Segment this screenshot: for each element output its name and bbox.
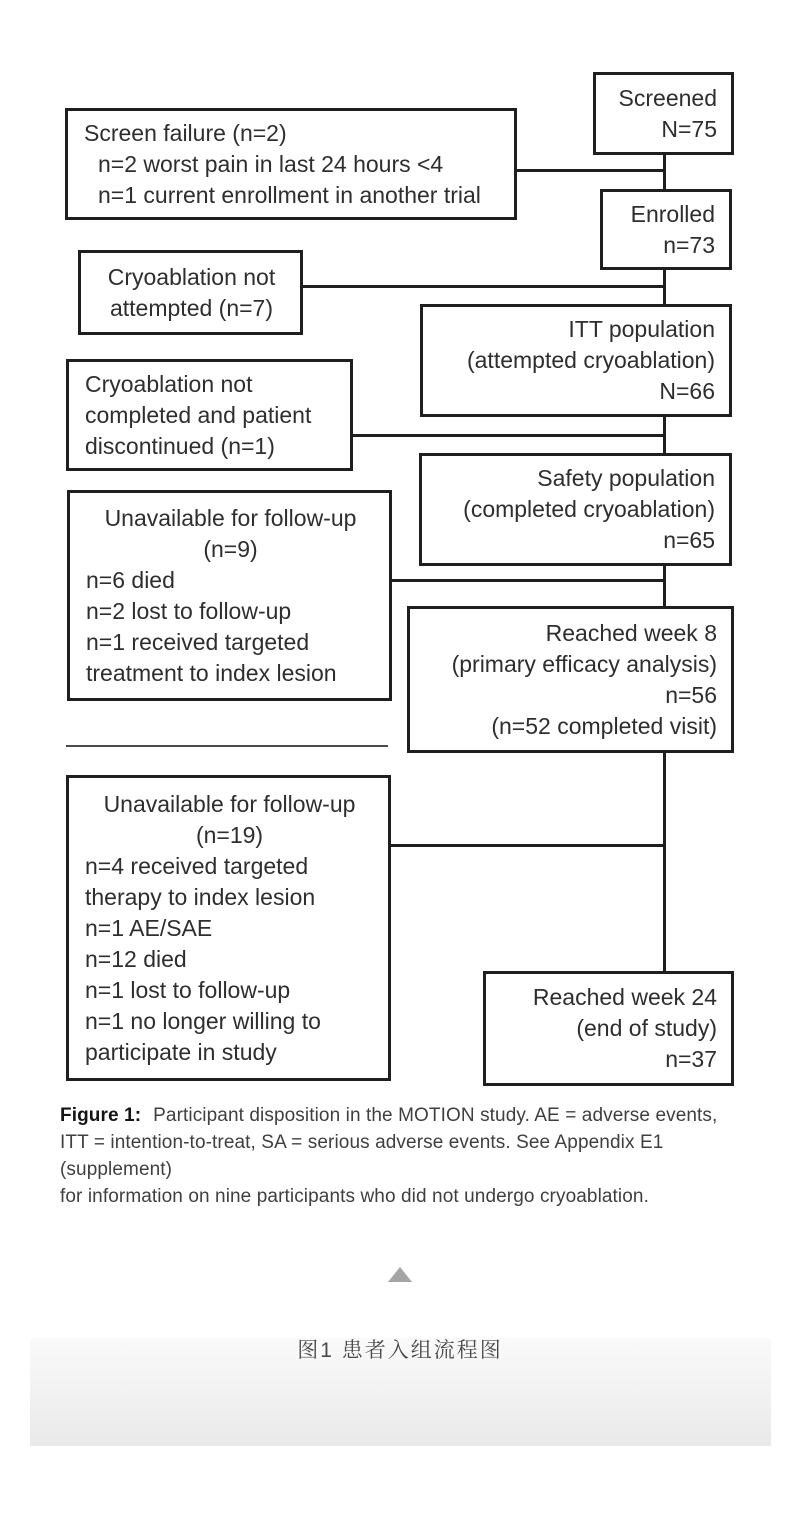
figure-caption-cn: 图1 患者入组流程图 [297,1339,503,1362]
box-line: Cryoablation not [107,263,276,290]
flow-box-safety-population [419,453,732,566]
box-line: (n=19) [195,821,264,848]
box-line: completed and patient [85,401,312,428]
box-line: Reached week 24 [532,984,717,1010]
caption-line: ITT = intention-to-treat, SA = serious adverse events. See Appendix E1 (supplement) [60,1132,664,1180]
connector-unavailable-week8 [391,579,665,582]
box-line: n=1 AE/SAE [85,914,213,941]
box-line: treatment to index lesion [86,659,337,686]
box-line: (end of study) [576,1015,717,1041]
box-line: Unavailable for follow-up [104,504,357,531]
connector-screened-enrolled [663,154,666,190]
flow-box-screen-failure [65,108,517,220]
flow-box-itt-population [420,304,732,417]
box-line: n=56 [665,681,717,708]
flow-box-cryo-not-completed [66,359,353,471]
box-line: Reached week 8 [545,619,717,646]
box-line: (primary efficacy analysis) [451,650,717,677]
flow-box-reached-week24 [483,971,734,1086]
connector-safety-week8 [663,565,666,607]
caption-label: Figure 1: [60,1105,142,1126]
section-divider-line [66,745,388,747]
box-line: participate in study [85,1038,277,1065]
box-line: n=73 [663,231,715,258]
box-line: n=65 [663,527,715,553]
box-line: Unavailable for follow-up [103,790,356,817]
box-line: n=4 received targeted [85,852,309,879]
flow-box-unavailable-week24 [66,775,391,1081]
box-line: Screen failure (n=2) [84,119,287,146]
box-line: N=66 [659,378,715,404]
box-line: n=1 current enrollment in another trial [98,181,481,208]
flow-box-screened [593,72,734,155]
box-line: Enrolled [630,200,715,227]
caption-text: Participant disposition in the MOTION study. AE = adverse events, [153,1105,718,1126]
box-line: (n=9) [203,535,258,562]
box-line: n=1 received targeted [86,628,310,655]
connector-cryo-not-attempted [302,285,665,288]
box-line: N=75 [661,115,717,142]
box-line: n=1 lost to follow-up [85,976,291,1003]
back-to-top-button[interactable] [384,1262,416,1286]
caption-line [60,1102,760,1129]
box-line: (n=52 completed visit) [491,712,717,739]
box-line: (attempted cryoablation) [466,347,715,373]
box-line: Cryoablation not [85,370,253,397]
box-line: Safety population [537,465,715,491]
caption-line: for information on nine participants who did not undergo cryoablation. [60,1186,649,1207]
box-line: (completed cryoablation) [463,496,715,522]
figure-caption [60,1102,760,1210]
box-line: n=1 no longer willing to [85,1007,321,1034]
box-line: Screened [618,84,717,111]
box-line: attempted (n=7) [109,294,273,321]
flow-box-enrolled [600,189,732,270]
box-line: n=2 lost to follow-up [86,597,292,624]
box-line: n=37 [665,1046,717,1072]
box-line: ITT population [568,316,715,342]
box-line: n=12 died [85,945,187,972]
box-line: therapy to index lesion [85,883,316,910]
connector-cryo-not-completed [352,434,665,437]
triangle-up-icon [388,1267,412,1282]
flow-box-cryo-not-attempted [78,250,303,335]
box-line: n=6 died [86,566,175,593]
connector-unavailable-week24 [390,844,665,847]
box-line: n=2 worst pain in last 24 hours <4 [98,150,444,177]
connector-screen-failure [517,169,665,172]
flow-box-reached-week8 [407,606,734,753]
flow-box-unavailable-week8 [67,490,392,701]
box-line: discontinued (n=1) [85,432,275,459]
connector-week8-week24 [663,752,666,972]
